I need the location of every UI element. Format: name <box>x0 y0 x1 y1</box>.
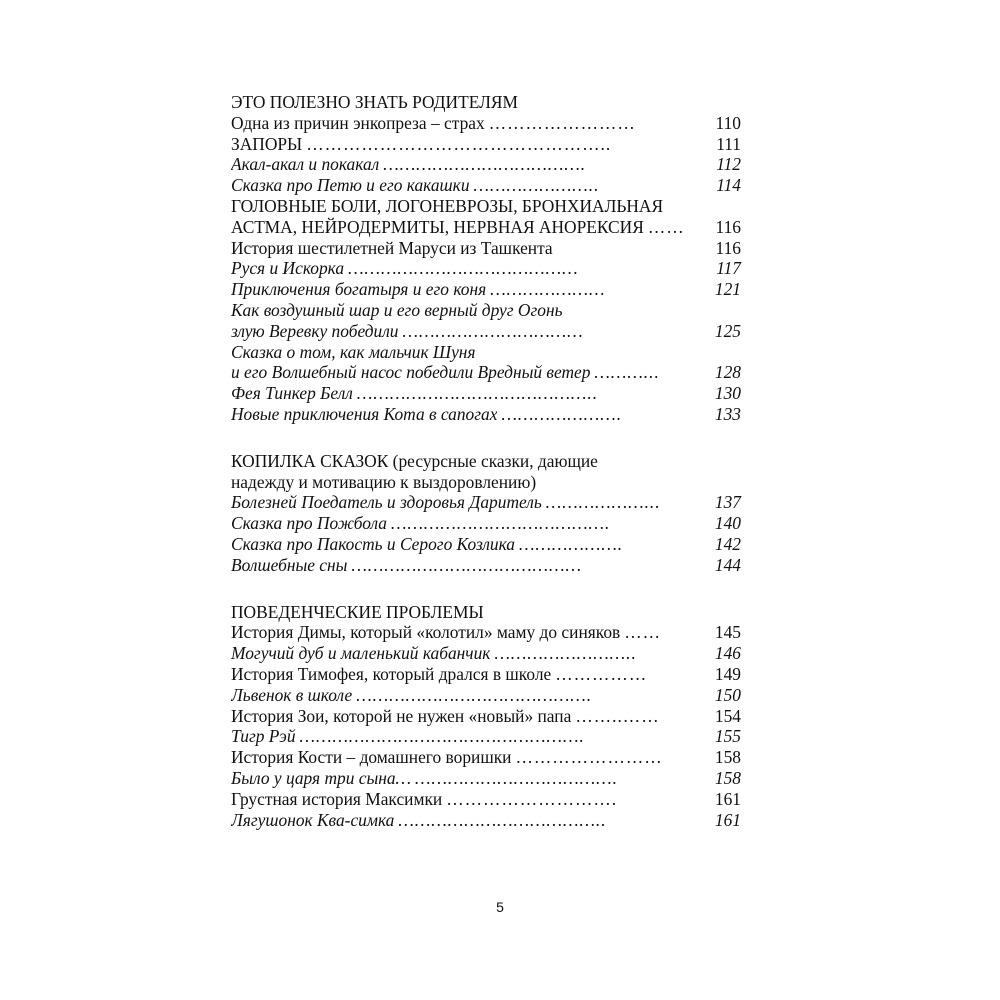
toc-entry <box>231 747 741 768</box>
toc-page-number: 117 <box>716 258 741 279</box>
toc-entry <box>231 706 741 727</box>
toc-entry-title: ПОВЕДЕНЧЕСКИЕ ПРОБЛЕМЫ <box>231 601 484 622</box>
section-gap <box>231 425 741 451</box>
toc-page-number: 116 <box>715 216 741 237</box>
toc-page-number: 130 <box>714 383 741 404</box>
toc-entry <box>231 362 741 383</box>
toc-entry-title: История Зои, которой не нужен «новый» папа <box>231 705 572 726</box>
toc-leader-dots: ………………... <box>545 492 661 513</box>
toc-leader-dots: ……………………………………. <box>356 684 593 705</box>
toc-page-number: 158 <box>714 747 741 768</box>
toc-page-number: 161 <box>714 788 741 809</box>
toc-page-number: 144 <box>714 554 741 575</box>
toc-leader-dots: ……………………………………………. <box>299 726 585 747</box>
toc-entry-title: ЗАПОРЫ <box>231 133 303 154</box>
toc-entry <box>231 383 741 404</box>
toc-entry-title: Акал-акал и покакал <box>231 154 380 175</box>
toc-entry-title: Лягушонок Ква-симка <box>231 809 395 830</box>
toc-leader-dots: …………………………………… <box>348 258 579 279</box>
toc-entry-title: Одна из причин энкопреза – страх <box>231 112 485 133</box>
toc-leader-dots: ………………………………. <box>383 154 587 175</box>
toc-section <box>231 602 741 831</box>
toc-page-number: 161 <box>714 809 741 830</box>
toc-entry <box>231 154 741 175</box>
toc-entry <box>231 279 741 300</box>
toc-section <box>231 92 741 425</box>
toc-entry <box>231 258 741 279</box>
toc-entry <box>231 113 741 134</box>
toc-entry-title: Волшебные сны <box>231 554 348 575</box>
toc-page-number: 116 <box>715 237 741 258</box>
toc-heading <box>231 92 741 113</box>
toc-page-number: 140 <box>714 513 741 534</box>
toc-entry-title: Львенок в школе <box>231 684 353 705</box>
toc-page-number: 110 <box>715 112 741 133</box>
toc-entry-title: История Тимофея, который дрался в школе <box>231 663 552 684</box>
toc-entry <box>231 492 741 513</box>
toc-entry-title: и его Волшебный насос победили Вредный ветер <box>231 362 591 383</box>
toc-entry-title: Сказка о том, как мальчик Шуня <box>231 341 476 362</box>
toc-entry <box>231 664 741 685</box>
toc-heading <box>231 196 741 217</box>
toc-page-number: 121 <box>714 279 741 300</box>
toc-entry <box>231 810 741 831</box>
toc-entry-title: надежду и мотивацию к выздоровлению) <box>231 471 537 492</box>
toc-leader-dots: ………………. <box>519 533 624 554</box>
toc-entry <box>231 513 741 534</box>
toc-leader-dots: …………………………………….. <box>356 383 599 404</box>
toc-leader-dots: ………………………………………….. <box>306 133 612 154</box>
toc-entry-title: Сказка про Пожбола <box>231 513 387 534</box>
toc-page-number: 155 <box>714 726 741 747</box>
toc-entry-title: Фея Тинкер Белл <box>231 383 353 404</box>
toc-entry <box>231 175 741 196</box>
toc-entry-title: КОПИЛКА СКАЗОК (ресурсные сказки, дающие <box>231 450 598 471</box>
toc-entry <box>231 622 741 643</box>
toc-entry-title: злую Веревку победили <box>231 320 399 341</box>
toc-entry <box>231 321 741 342</box>
toc-entry-title: Болезней Поедатель и здоровья Даритель <box>231 492 542 513</box>
toc-heading <box>231 602 741 623</box>
toc-entry-title: ЭТО ПОЛЕЗНО ЗНАТЬ РОДИТЕЛЯМ <box>231 92 518 112</box>
toc-entry-title: ГОЛОВНЫЕ БОЛИ, ЛОГОНЕВРОЗЫ, БРОНХИАЛЬНАЯ <box>231 195 664 216</box>
toc-section <box>231 451 741 576</box>
toc-page-number: 145 <box>714 622 741 643</box>
toc-entry-title: Новые приключения Кота в сапогах <box>231 403 498 424</box>
toc-leader-dots: …………… <box>555 663 648 684</box>
toc-page-number: 142 <box>714 533 741 554</box>
toc-leader-dots: …… <box>624 622 662 643</box>
toc-entry-title: АСТМА, НЕЙРОДЕРМИТЫ, НЕРВНАЯ АНОРЕКСИЯ <box>231 216 644 237</box>
toc-page-number: 149 <box>714 663 741 684</box>
page-number: 5 <box>496 899 504 915</box>
toc-entry-title: Как воздушный шар и его верный друг Огонь <box>231 299 563 320</box>
toc-leader-dots: ………………………………. <box>415 767 618 788</box>
toc-entry-title: История Кости – домашнего воришки <box>231 747 512 768</box>
toc-heading <box>231 342 741 363</box>
toc-entry-title: Сказка про Пакость и Серого Козлика <box>231 533 515 554</box>
toc-leader-dots: …………………. <box>501 403 623 424</box>
toc-page-number: 114 <box>716 175 741 196</box>
toc-page-number: 154 <box>714 705 741 726</box>
toc-entry <box>231 238 741 259</box>
toc-leader-dots: …………………………………… <box>351 554 582 575</box>
toc-entry <box>231 768 741 789</box>
toc-entry <box>231 555 741 576</box>
toc-page-number: 146 <box>714 643 741 664</box>
toc-entry-title: История Димы, который «колотил» маму до синяков <box>231 622 621 643</box>
toc-leader-dots: ………………… <box>490 279 606 300</box>
toc-leader-dots: ……..…… <box>575 705 660 726</box>
toc-entry-title: Руся и Искорка <box>231 258 345 279</box>
toc-entry <box>231 534 741 555</box>
toc-leader-dots: …………………… <box>515 747 663 768</box>
toc-page-number: 125 <box>714 320 741 341</box>
toc-entry <box>231 789 741 810</box>
toc-heading <box>231 451 741 472</box>
toc-entry <box>231 643 741 664</box>
toc-page-number: 150 <box>714 684 741 705</box>
toc-entry <box>231 134 741 155</box>
toc-page-number: 111 <box>716 133 741 154</box>
toc-entry-title: Могучий дуб и маленький кабанчик <box>231 643 491 664</box>
toc-entry-title: Приключения богатыря и его коня <box>231 279 487 300</box>
toc-entry <box>231 726 741 747</box>
toc-entry-title: Было у царя три сына… <box>231 767 412 788</box>
toc-leader-dots: ………………………. <box>446 788 618 809</box>
toc-page-number: 137 <box>714 492 741 513</box>
toc-entry <box>231 404 741 425</box>
toc-entry <box>231 685 741 706</box>
toc-leader-dots: ……………………………….. <box>398 809 607 830</box>
table-of-contents <box>231 92 741 830</box>
toc-entry-title: Грустная история Максимки <box>231 788 443 809</box>
toc-leader-dots: …… <box>647 216 685 237</box>
toc-entry-title: Тигр Рэй <box>231 726 296 747</box>
toc-heading <box>231 300 741 321</box>
toc-leader-dots: …………………….. <box>494 643 637 664</box>
toc-leader-dots: ………………….. <box>473 175 600 196</box>
toc-leader-dots: …………………………… <box>402 320 584 341</box>
toc-entry-title: Сказка про Петю и его какашки <box>231 175 470 196</box>
toc-leader-dots: …………………………………. <box>391 513 611 534</box>
toc-page-number: 112 <box>716 154 741 175</box>
section-gap <box>231 576 741 602</box>
toc-entry-title: История шестилетней Маруси из Ташкента <box>231 237 553 258</box>
toc-leader-dots: …………………… <box>488 112 636 133</box>
toc-leader-dots: ………... <box>594 362 660 383</box>
toc-page-number: 158 <box>714 767 741 788</box>
toc-entry <box>231 217 741 238</box>
toc-page-number: 128 <box>714 362 741 383</box>
toc-page-number: 133 <box>714 403 741 424</box>
toc-heading <box>231 472 741 493</box>
